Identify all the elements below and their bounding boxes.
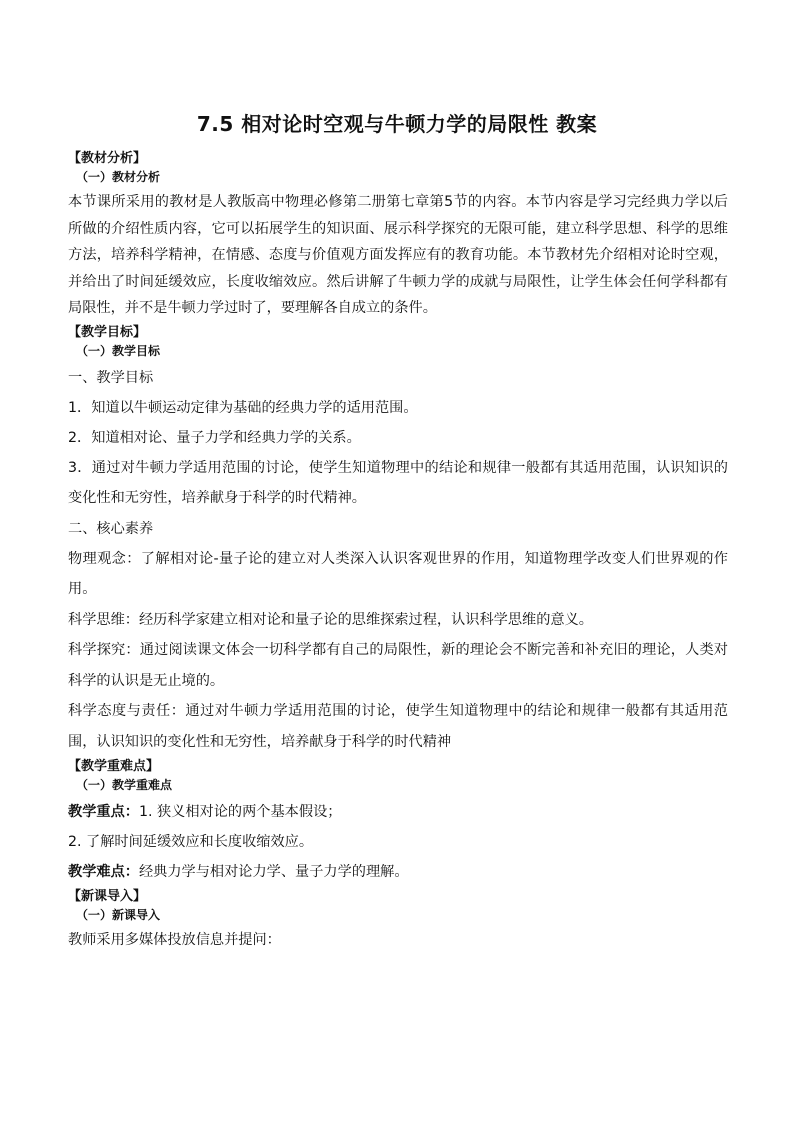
part-title: 二、核心素养 [68, 520, 154, 537]
goal-item: 1．知道以牛顿运动定律为基础的经典力学的适用范围。 [68, 399, 418, 416]
literacy-item: 科学态度与责任：通过对牛顿力学适用范围的讨论，使学生知道物理中的结论和规律一般都有其适用范围，认识知识的变化性和无穷性，培养献身于科学的时代精神 [68, 703, 728, 750]
focus-item: 2. 了解时间延缓效应和长度收缩效应。 [68, 834, 314, 850]
literacy-item: 物理观念：了解相对论-量子论的建立对人类深入认识客观世界的作用，知道物理学改变人们世界观的作用。 [68, 550, 728, 597]
section-intro [68, 888, 728, 955]
difficulty-text: 经典力学与相对论力学、量子力学的理解。 [138, 864, 409, 880]
focus-line [68, 797, 728, 827]
subsection-heading: （一）教学重难点 [76, 778, 173, 792]
intro-paragraph: 教师采用多媒体投放信息并提问： [68, 932, 281, 948]
difficulty-label: 教学难点： [68, 864, 139, 880]
section-heading: 【教材分析】 [68, 151, 147, 166]
section-goals [68, 324, 728, 758]
literacy-item: 科学思维：经历科学家建立相对论和量子论的思维探索过程，认识科学思维的意义。 [68, 611, 593, 628]
subsection-heading: （一）教学目标 [76, 343, 161, 358]
part-title: 一、教学目标 [68, 369, 154, 386]
section-analysis [68, 150, 728, 322]
section-heading: 【教学目标】 [68, 324, 147, 340]
document-body [68, 150, 728, 955]
section-key-points [68, 758, 728, 887]
literacy-item: 科学探究：通过阅读课文体会一切科学都有自己的局限性，新的理论会不断完善和补充旧的理论，人类对科学的认识是无止境的。 [68, 642, 728, 689]
goal-item: 2．知道相对论、量子力学和经典力学的关系。 [68, 429, 361, 446]
analysis-paragraph: 本节课所采用的教材是人教版高中物理必修第二册第七章第5节的内容。本节内容是学习完经典力学以后所做的介绍性质内容，它可以拓展学生的知识面、展示科学探究的无限可能，建立科学思想、科学的思维方法，培养科学精神，在情感、态度与价值观方面发挥应有的教育功能。本节教材先介绍相对论时空观，并给出了时间延缓效应，长度收缩效应。然后讲解了牛顿力学的成就与局限性，让学生体会任何学科都有局限性，并不是牛顿力学过时了，要理解各自成立的条件。 [68, 194, 728, 316]
document-title: 7.5 相对论时空观与牛顿力学的局限性 教案 [196, 112, 598, 136]
section-heading: 【新课导入】 [68, 889, 147, 904]
focus-item: 1. 狭义相对论的两个基本假设； [138, 804, 342, 820]
goal-item: 3．通过对牛顿力学适用范围的讨论，使学生知道物理中的结论和规律一般都有其适用范围，认识知识的变化性和无穷性，培养献身于科学的时代精神。 [68, 459, 728, 506]
difficulty-line [68, 857, 728, 887]
focus-label: 教学重点： [68, 804, 139, 820]
subsection-heading: （一）教材分析 [76, 170, 161, 184]
section-heading: 【教学重难点】 [68, 759, 160, 774]
subsection-heading: （一）新课导入 [76, 908, 161, 922]
